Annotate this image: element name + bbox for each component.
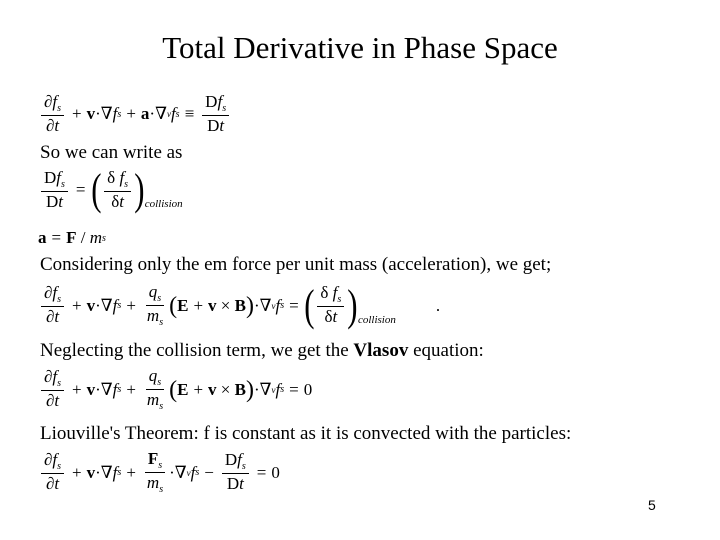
collision-subscript: collision [357,314,396,326]
equation-zero: 0 [271,462,280,482]
text-write-as: So we can write as [40,142,183,163]
equation-period: . [435,295,441,315]
text-neglecting-pre: Neglecting the collision term, we get the [40,340,354,361]
equation-em-force: $\frac{\partial f_s}{\partial t}$ + v ·∇ f s + $\frac{q_s}{m_s}$ ( E + v × B ) ·∇ v f s = ( $\frac{\delta f_s}{\delta t}$ ) collision . [38,283,440,328]
collision-subscript: collision [144,198,183,210]
equation-total-derivative: $\frac{\partial f_s}{\partial t}$ + v ·∇ f s + a ·∇ v f s ≡ $\frac{Df_s}{Dt}$ [38,93,232,136]
text-vlasov: Vlasov [353,340,409,361]
text-considering: Considering only the em force per unit mass (acceleration), we get; [40,254,552,275]
text-neglecting [40,340,484,362]
text-liouville: Liouville's Theorem: f is constant as it is convected with the particles: [40,423,572,444]
slide-title: Total Derivative in Phase Space [162,30,558,65]
equation-liouville: $\frac{\partial f_s}{\partial t}$ + v ·∇ f s + $\frac{F_s}{m_s}$ ·∇ v f s − $\frac{Df_s}{Dt}$ = 0 [38,450,280,495]
equation-acceleration: a = F / m s [38,228,106,247]
page-number: 5 [648,497,656,513]
equation-collision-form: $\frac{Df_s}{Dt}$ = ( $\frac{\delta f_s}{\delta t}$ ) collision [38,168,183,212]
text-neglecting-post: equation: [408,340,484,361]
equation-zero: 0 [303,379,313,399]
equation-vlasov: $\frac{\partial f_s}{\partial t}$ + v ·∇ f s + $\frac{q_s}{m_s}$ ( E + v × B ) ·∇ v f s = 0 [38,367,312,412]
